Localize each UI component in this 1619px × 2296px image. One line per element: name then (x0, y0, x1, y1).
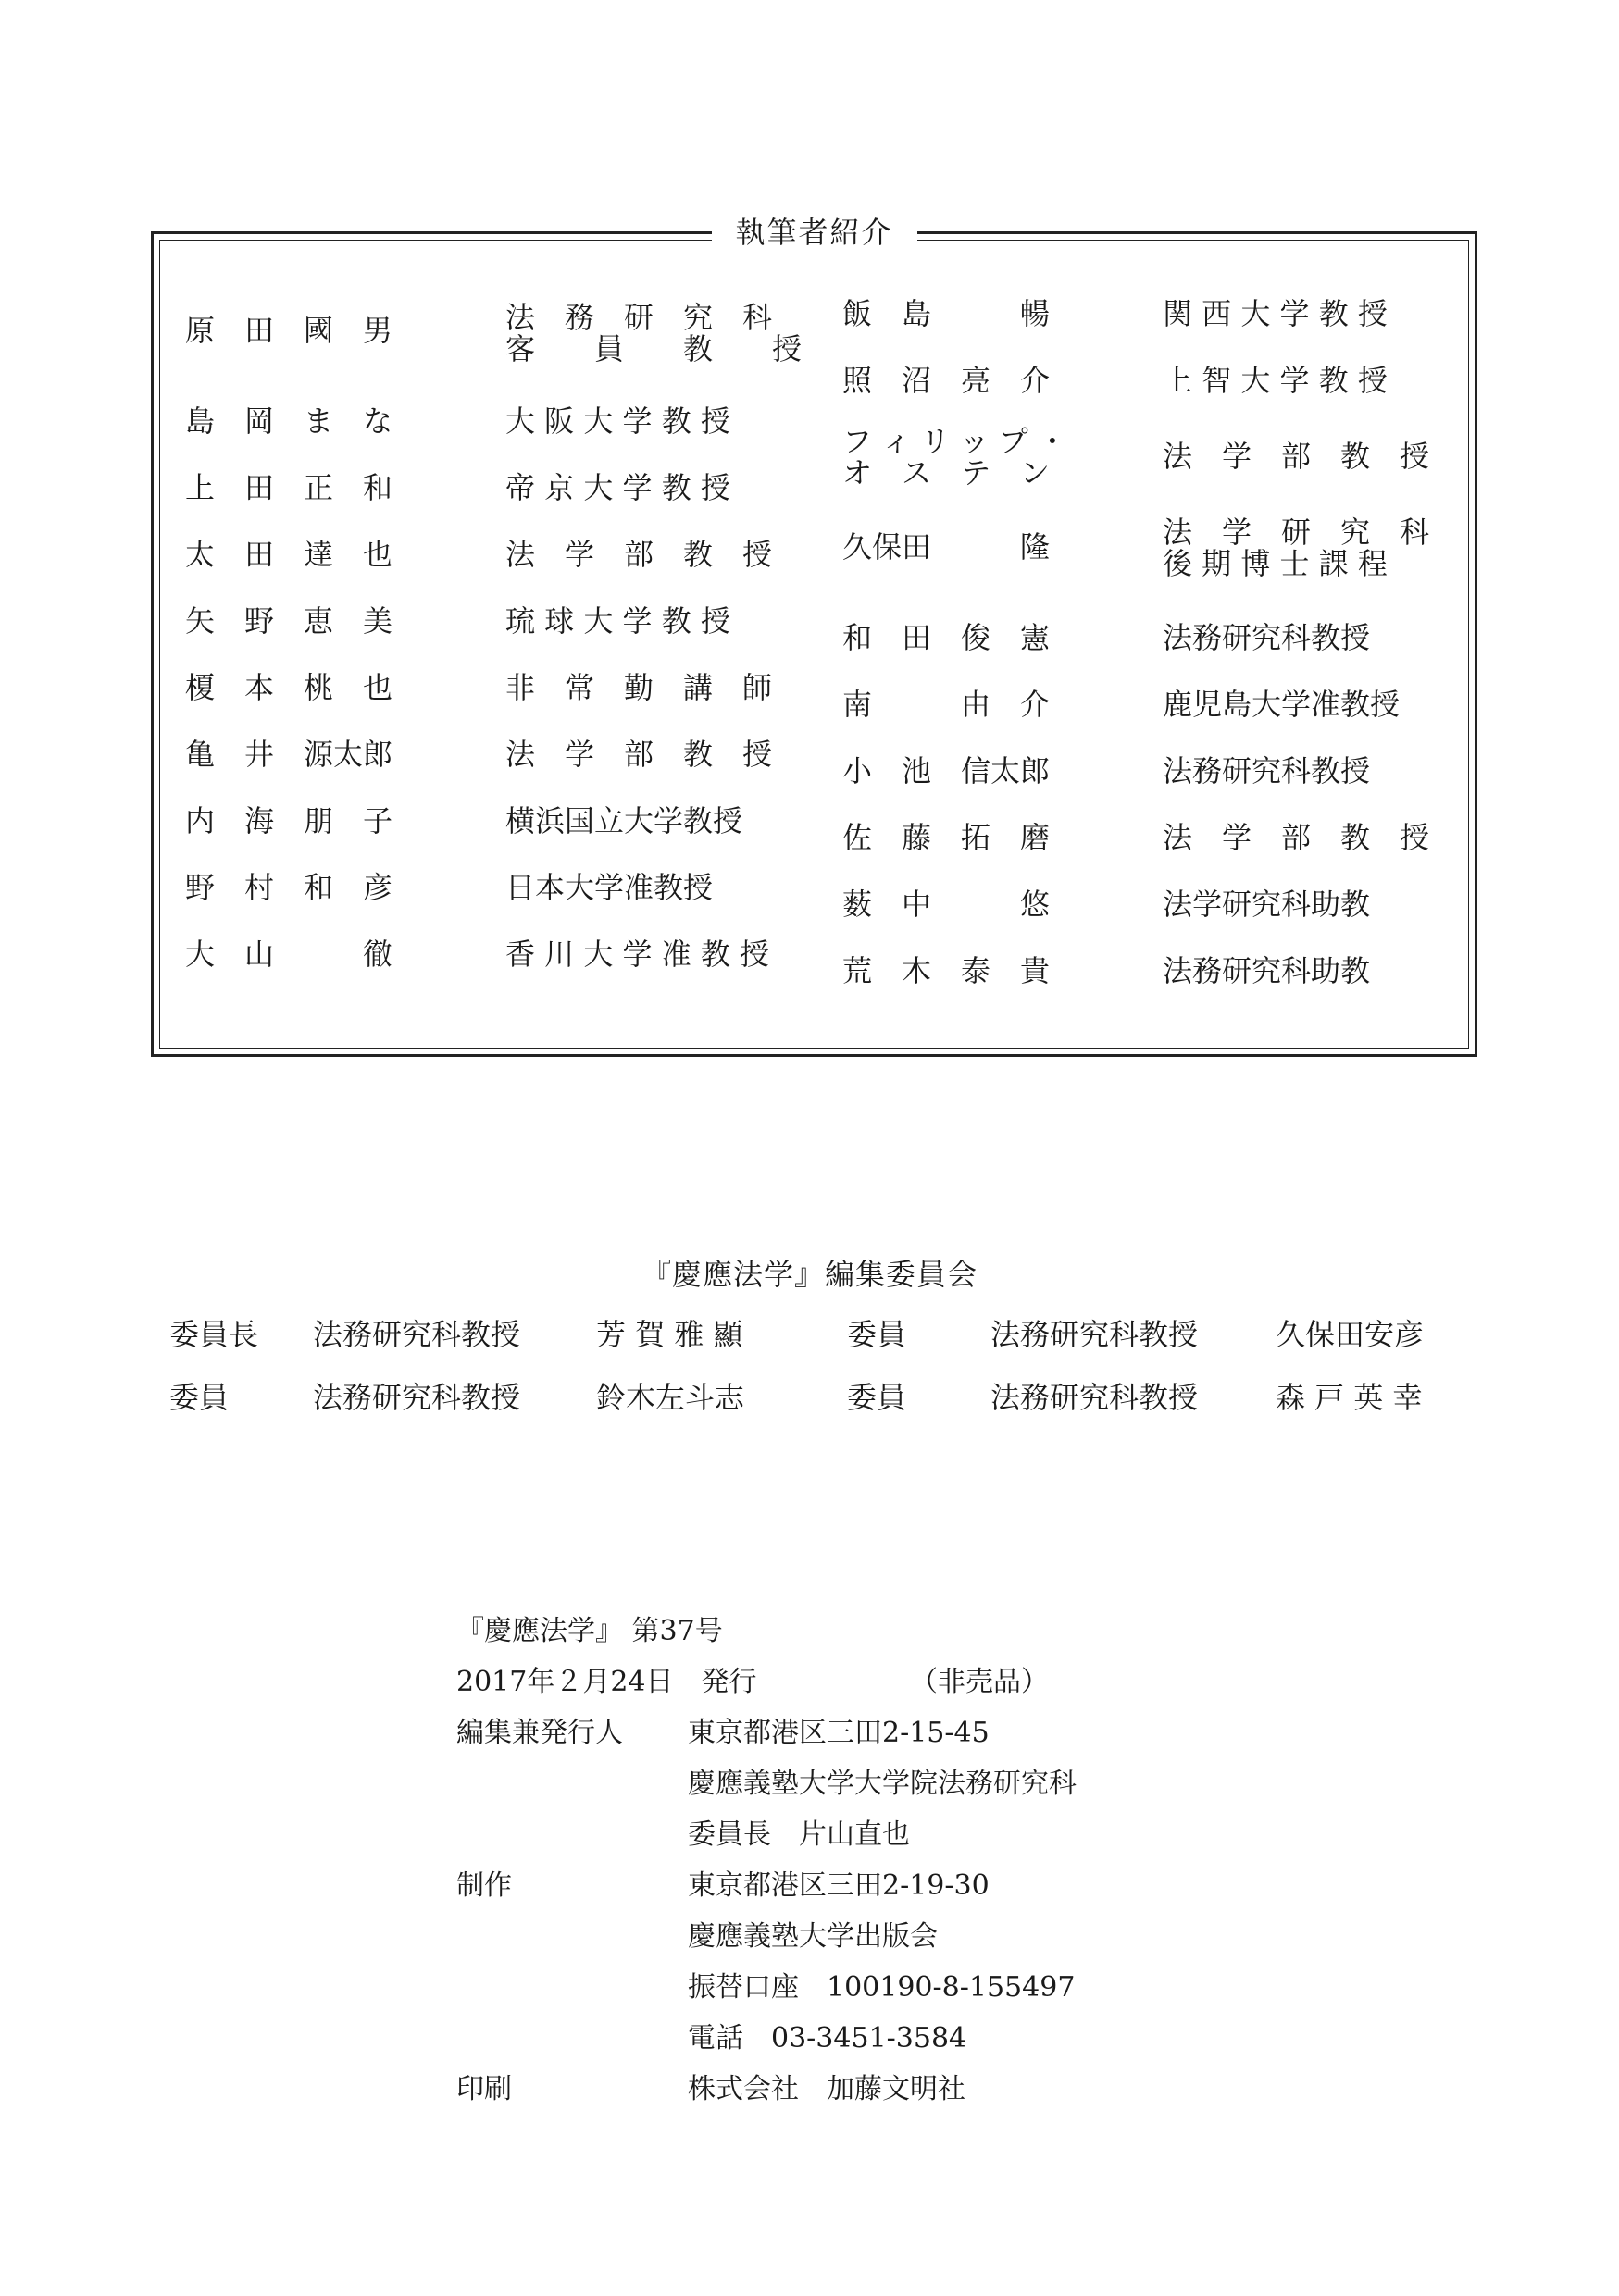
contributor-name: 佐 藤 拓 磨 (842, 820, 1051, 855)
contributor-name: フ ィ リ ッ プ ・ (842, 424, 1067, 459)
contributor-row (185, 603, 796, 668)
contributor-title: 関 西 大 学 教 授 (1163, 296, 1388, 331)
contributor-row (842, 620, 1453, 685)
contributor-row (185, 403, 796, 468)
contributor-name: 野 村 和 彦 (185, 870, 393, 905)
contributor-name: 荒 木 泰 貴 (842, 953, 1051, 988)
contributor-row (842, 753, 1453, 818)
printing-label: 印刷 (456, 2073, 512, 2105)
contributor-row (185, 737, 796, 801)
contributor-row (185, 300, 803, 366)
contributor-name-line2: オ ス テ ン (842, 455, 1051, 490)
production-label: 制作 (456, 1869, 512, 1902)
contributor-row (842, 887, 1453, 951)
committee-position: 法務研究科教授 (990, 1317, 1199, 1352)
contributor-title: 非 常 勤 講 師 (505, 670, 773, 705)
nonsale-note: （非売品） (910, 1666, 1049, 1698)
committee-position: 法務研究科教授 (313, 1380, 521, 1415)
contributor-title: 琉 球 大 学 教 授 (505, 603, 730, 639)
committee-member-name: 森 戸 英 幸 (1276, 1380, 1423, 1415)
committee-title: 『慶應法学』編集委員会 (641, 1257, 978, 1292)
contributor-title: 日本大学准教授 (505, 870, 714, 905)
contributor-name: 南 由 介 (842, 687, 1051, 722)
contributor-name: 矢 野 恵 美 (185, 603, 393, 639)
contributor-row (185, 537, 796, 602)
contributor-row (185, 670, 796, 735)
production-address: 東京都港区三田2-19-30 (688, 1869, 990, 1902)
contributor-title: 法学研究科助教 (1163, 887, 1371, 922)
contributor-row (185, 937, 796, 1001)
committee-role: 委員 (847, 1317, 907, 1352)
contributor-name: 内 海 朋 子 (185, 803, 393, 838)
contributor-name: 島 岡 ま な (185, 403, 393, 439)
contributor-title: 横浜国立大学教授 (505, 803, 743, 838)
contributor-row (185, 803, 796, 868)
contributor-row (842, 820, 1453, 885)
contributor-title: 鹿児島大学准教授 (1163, 687, 1401, 722)
publisher-chair: 委員長 片山直也 (688, 1818, 910, 1851)
contributor-title: 香 川 大 学 准 教 授 (505, 937, 770, 972)
committee-role: 委員 (847, 1380, 907, 1415)
contributor-row (842, 516, 1453, 581)
committee-role: 委員 (169, 1380, 230, 1415)
contributor-name: 上 田 正 和 (185, 470, 393, 505)
issue-date: 2017年２月24日 発行 (456, 1666, 757, 1698)
contributor-title: 帝 京 大 学 教 授 (505, 470, 730, 505)
contributor-row (185, 470, 796, 535)
production-phone: 電話 03-3451-3584 (688, 2022, 967, 2054)
contributor-title: 大 阪 大 学 教 授 (505, 403, 730, 439)
contributor-name: 薮 中 悠 (842, 887, 1051, 922)
committee-role: 委員長 (169, 1317, 259, 1352)
contributor-name: 原 田 國 男 (185, 313, 393, 348)
journal-issue: 『慶應法学』 第37号 (456, 1615, 723, 1647)
contributor-name: 太 田 達 也 (185, 537, 393, 572)
contributor-row (842, 687, 1453, 751)
contributor-name: 久保田 隆 (842, 529, 1051, 565)
committee-member-name: 鈴木左斗志 (596, 1380, 745, 1415)
committee-member-name: 久保田安彦 (1276, 1317, 1425, 1352)
contributor-name: 大 山 徹 (185, 937, 393, 972)
contributor-title: 上 智 大 学 教 授 (1163, 363, 1388, 398)
contributor-name: 亀 井 源太郎 (185, 737, 393, 772)
contributor-name: 小 池 信太郎 (842, 753, 1051, 788)
production-account: 振替口座 100190-8-155497 (688, 1971, 1076, 2004)
publisher-label: 編集兼発行人 (456, 1717, 623, 1749)
contributors-box-title: 執筆者紹介 (711, 212, 916, 253)
contributor-title: 法務研究科助教 (1163, 953, 1371, 988)
contributor-title-line2: 客 員 教 授 (505, 331, 803, 366)
contributor-title: 法務研究科教授 (1163, 620, 1371, 655)
contributor-title: 法 務 研 究 科 (505, 300, 773, 335)
contributor-row (185, 870, 796, 935)
contributor-name: 榎 本 桃 也 (185, 670, 393, 705)
contributor-name: 飯 島 暢 (842, 296, 1051, 331)
committee-position: 法務研究科教授 (313, 1317, 521, 1352)
contributor-name: 和 田 俊 憲 (842, 620, 1051, 655)
contributor-name: 照 沼 亮 介 (842, 363, 1051, 398)
contributor-title: 法 学 部 教 授 (505, 537, 773, 572)
contributor-title: 法 学 部 教 授 (1163, 439, 1430, 474)
contributor-row (842, 363, 1453, 428)
publisher-name: 慶應義塾大学大学院法務研究科 (688, 1768, 1077, 1800)
committee-position: 法務研究科教授 (990, 1380, 1199, 1415)
contributor-title: 法 学 部 教 授 (505, 737, 773, 772)
committee-member-name: 芳 賀 雅 顯 (596, 1317, 743, 1352)
contributor-row (842, 953, 1453, 1018)
contributor-title-line2: 後 期 博 士 課 程 (1163, 546, 1388, 581)
contributor-row (842, 426, 1453, 490)
contributor-row (842, 296, 1453, 361)
contributor-title: 法 学 研 究 科 (1163, 515, 1430, 550)
printer-name: 株式会社 加藤文明社 (688, 2073, 965, 2105)
publisher-address: 東京都港区三田2-15-45 (688, 1717, 990, 1749)
contributor-title: 法 学 部 教 授 (1163, 820, 1430, 855)
contributor-title: 法務研究科教授 (1163, 753, 1371, 788)
production-name: 慶應義塾大学出版会 (688, 1920, 938, 1953)
